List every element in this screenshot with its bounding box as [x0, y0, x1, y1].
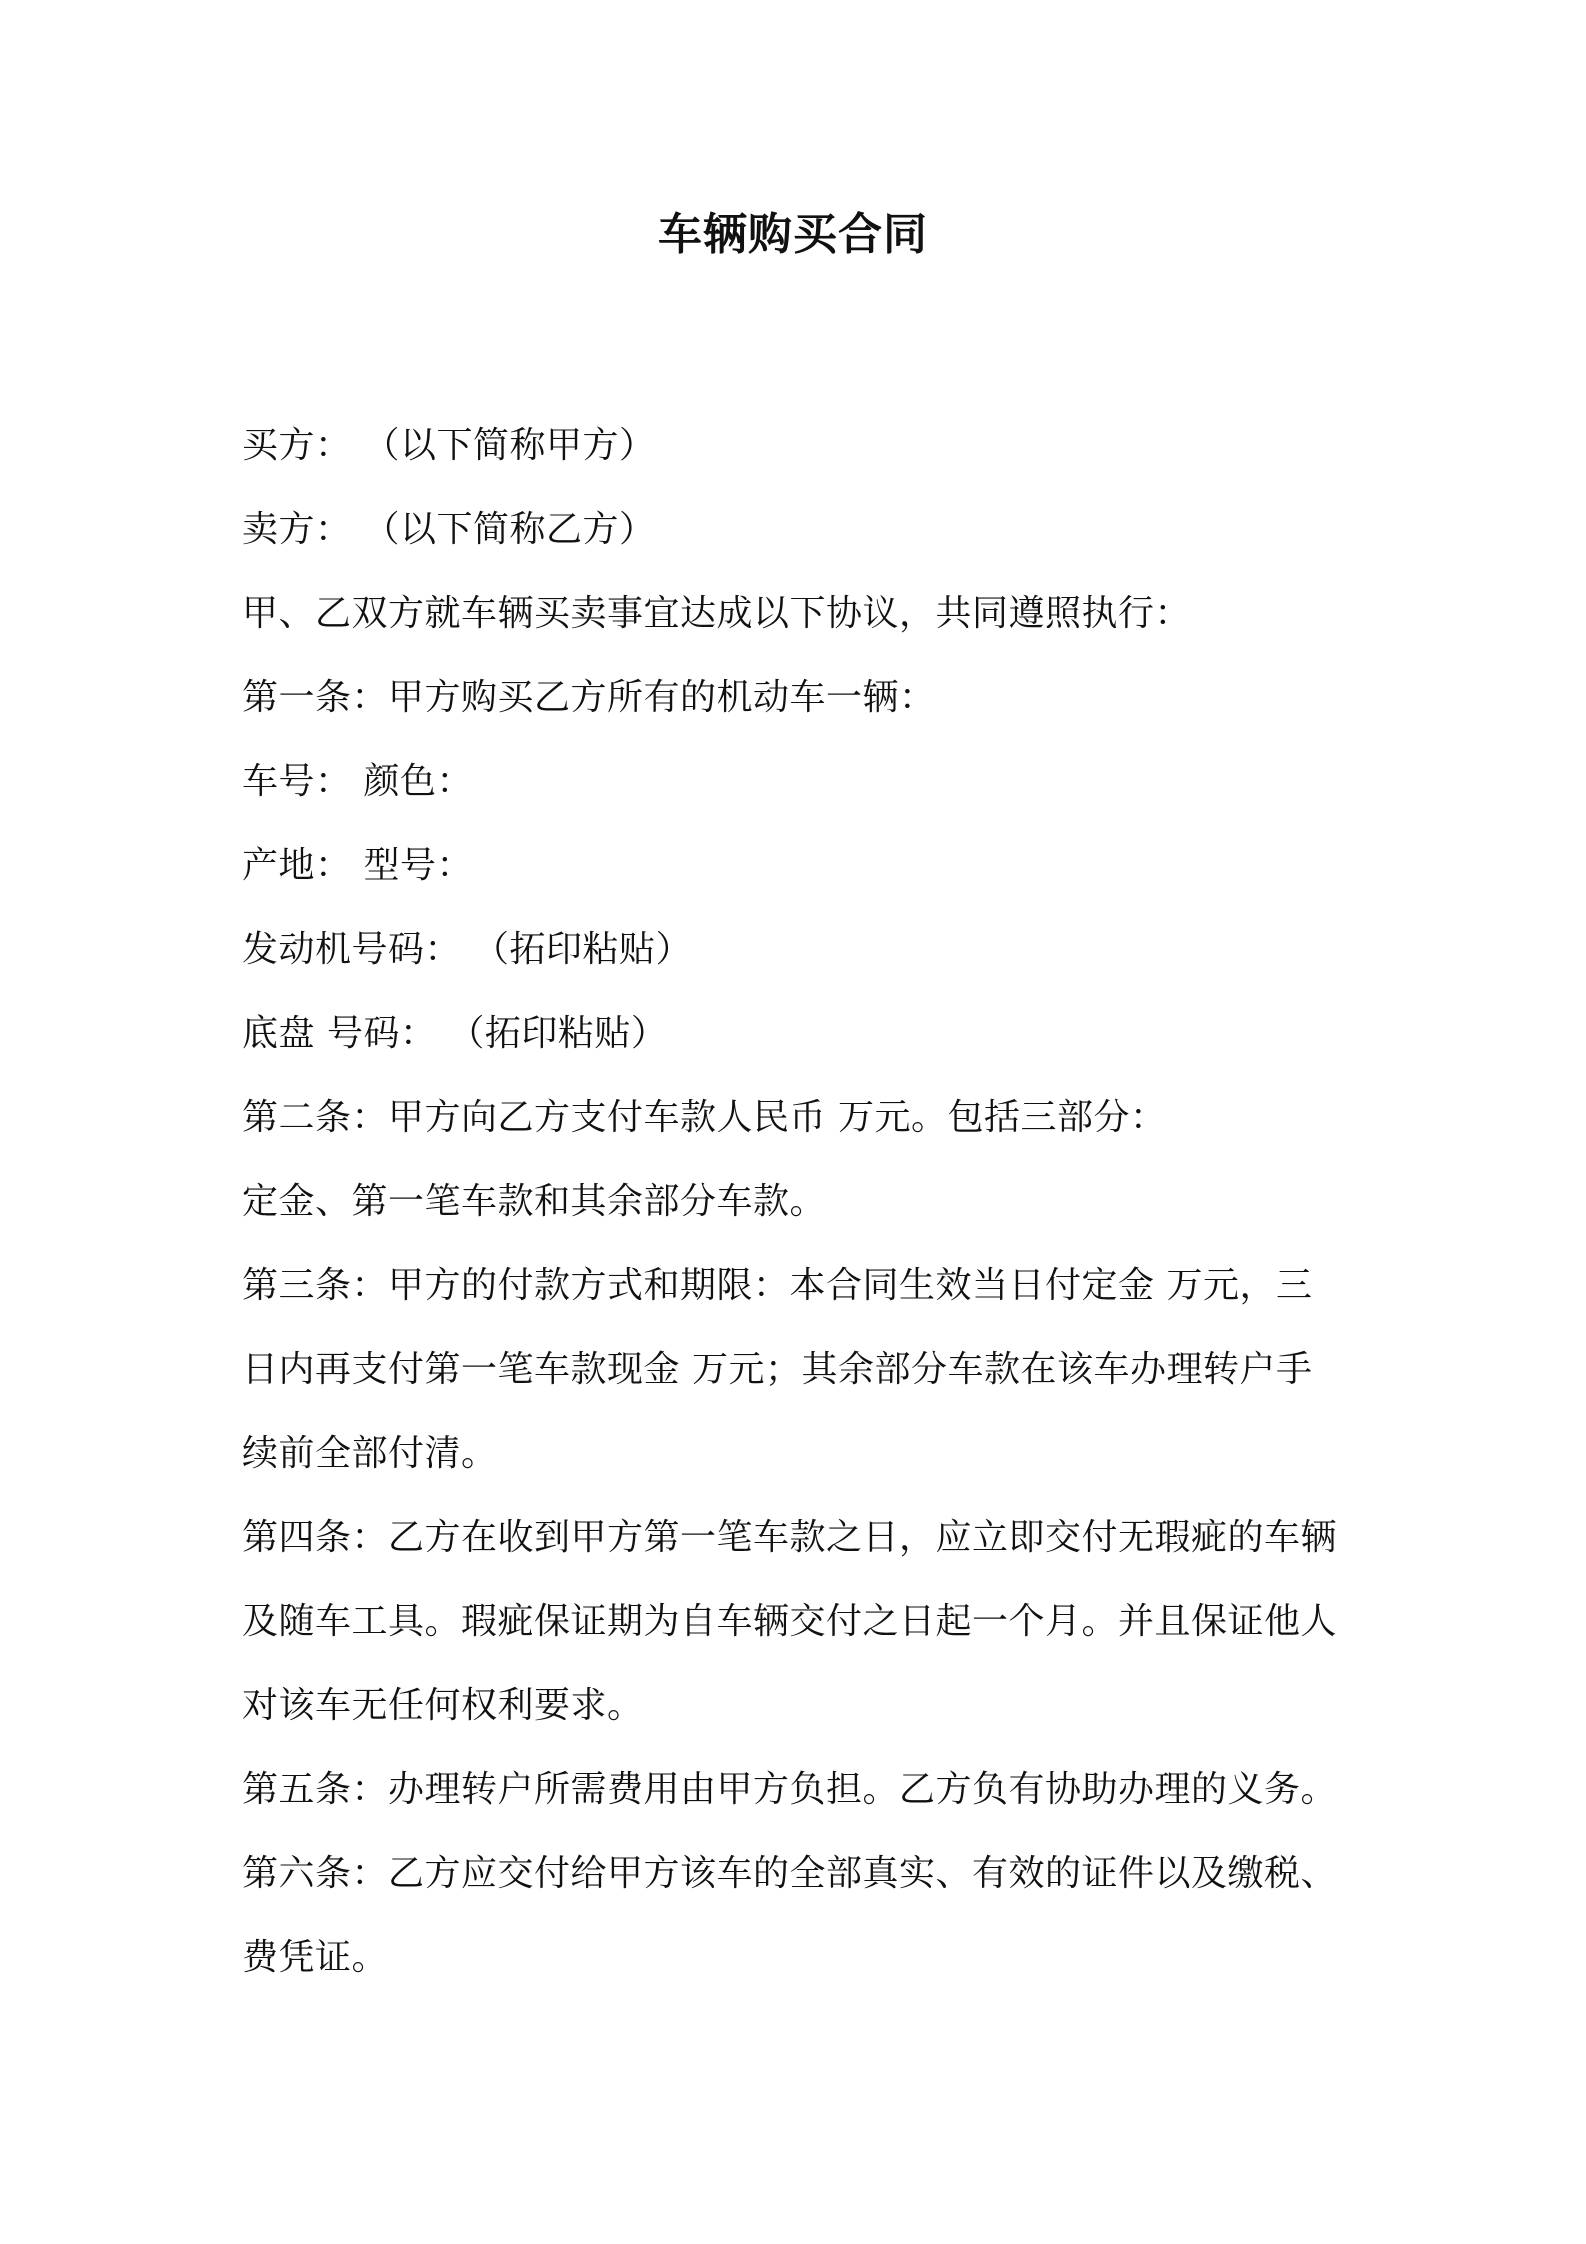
agreement-intro: 甲、乙双方就车辆买卖事宜达成以下协议，共同遵照执行： [242, 593, 1192, 634]
article-3-continued: 日内再支付第一笔车款现金 万元；其余部分车款在该车办理转户手 [242, 1349, 1313, 1390]
article-4-end: 对该车无任何权利要求。 [242, 1685, 644, 1726]
seller-line: 卖方： （以下简称乙方） [242, 509, 656, 550]
origin-model-line: 产地： 型号： [242, 845, 473, 886]
chassis-number-line: 底盘 号码： （拓印粘贴） [242, 1013, 668, 1054]
document-body [242, 404, 1362, 2000]
plate-color-line: 车号： 颜色： [242, 761, 473, 802]
article-5: 第五条：办理转户所需费用由甲方负担。乙方负有协助办理的义务。 [242, 1769, 1338, 1810]
article-3-end: 续前全部付清。 [242, 1433, 498, 1474]
engine-number-line: 发动机号码： （拓印粘贴） [242, 929, 692, 970]
article-3: 第三条：甲方的付款方式和期限：本合同生效当日付定金 万元，三 [242, 1265, 1313, 1306]
article-4: 第四条：乙方在收到甲方第一笔车款之日，应立即交付无瑕疵的车辆 [242, 1517, 1338, 1558]
article-4-continued: 及随车工具。瑕疵保证期为自车辆交付之日起一个月。并且保证他人 [242, 1601, 1338, 1642]
article-2-continued: 定金、第一笔车款和其余部分车款。 [242, 1181, 827, 1222]
document-title: 车辆购买合同 [658, 209, 928, 260]
article-6: 第六条：乙方应交付给甲方该车的全部真实、有效的证件以及缴税、 [242, 1853, 1338, 1894]
article-2: 第二条：甲方向乙方支付车款人民币 万元。包括三部分： [242, 1097, 1167, 1138]
article-1: 第一条：甲方购买乙方所有的机动车一辆： [242, 677, 936, 718]
buyer-line: 买方： （以下简称甲方） [242, 425, 656, 466]
article-6-end: 费凭证。 [242, 1937, 389, 1978]
